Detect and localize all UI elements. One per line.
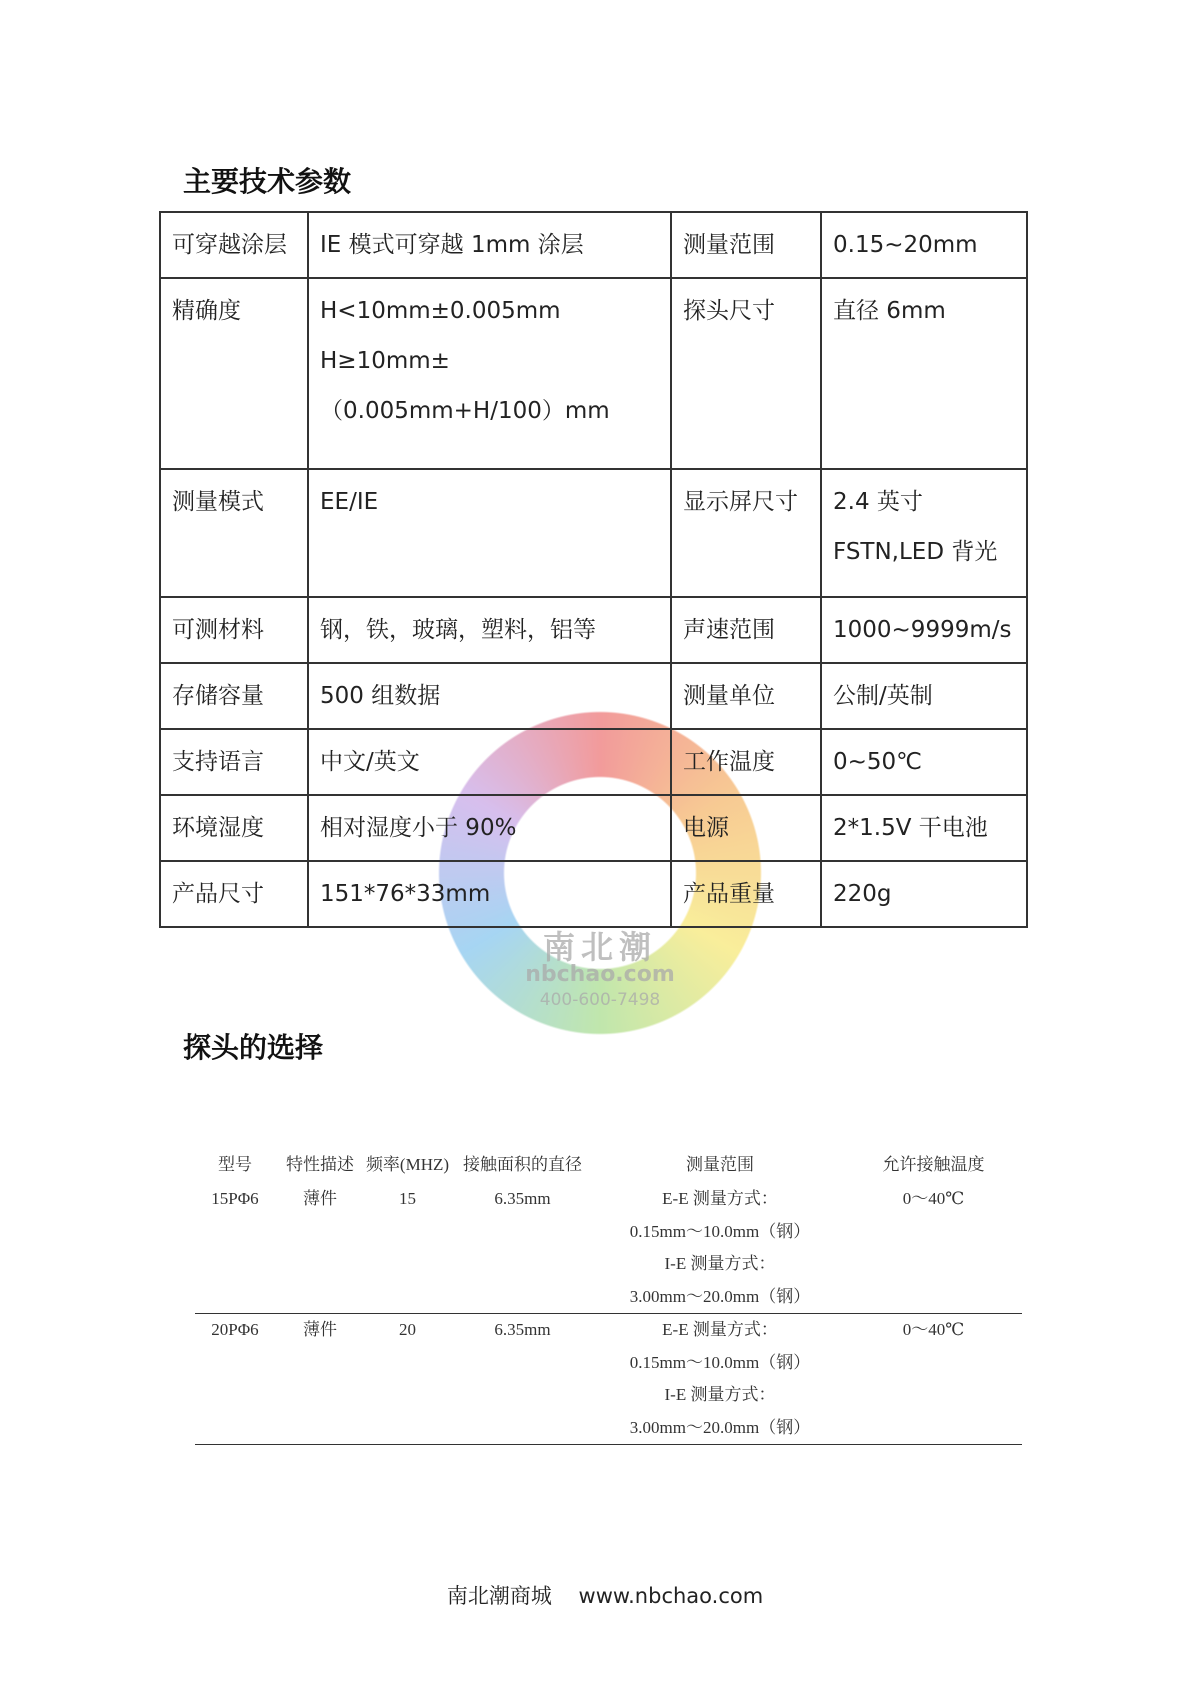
- spec-label-line: 电源: [683, 815, 729, 841]
- spec-row: [160, 729, 1027, 795]
- probe-range-line: 0.15mm～10.0mm（钢）: [629, 1221, 811, 1241]
- spec-value-line: IE 模式可穿越 1mm 涂层: [320, 232, 584, 258]
- spec-label: [160, 278, 308, 469]
- probe-header: 频率(MHZ): [365, 1155, 450, 1174]
- spec-value: [308, 663, 671, 729]
- spec-value: [308, 795, 671, 861]
- probe-range-line: 3.00mm～20.0mm（钢）: [629, 1417, 811, 1437]
- section-title-probes: 探头的选择: [183, 1031, 324, 1064]
- spec-value: [821, 663, 1027, 729]
- spec-row: [160, 278, 1027, 469]
- spec-label: [671, 469, 821, 597]
- probe-model: 15PΦ6: [195, 1183, 275, 1314]
- probe-header: 测量范围: [686, 1155, 754, 1174]
- spec-label: [160, 469, 308, 597]
- spec-value-line: 500 组数据: [320, 683, 441, 709]
- probe-temp: 0～40℃: [845, 1183, 1022, 1314]
- spec-label: [671, 597, 821, 663]
- probe-range: [595, 1183, 845, 1314]
- spec-row: [160, 597, 1027, 663]
- probe-temp: 0～40℃: [845, 1314, 1022, 1445]
- spec-label-line: 产品重量: [683, 881, 775, 907]
- spec-label: [671, 729, 821, 795]
- probe-header: 型号: [218, 1155, 252, 1174]
- spec-value-line: 151*76*33mm: [320, 881, 491, 907]
- spec-label: [160, 663, 308, 729]
- spec-value-line: H<10mm±0.005mm: [320, 298, 561, 324]
- spec-table: [159, 211, 1028, 928]
- spec-row: [160, 861, 1027, 927]
- spec-value: [308, 729, 671, 795]
- spec-label-line: 探头尺寸: [683, 298, 775, 324]
- spec-value-line: 0.15~20mm: [833, 232, 978, 258]
- probe-header: 特性描述: [286, 1155, 354, 1174]
- probe-header: 允许接触温度: [882, 1155, 985, 1174]
- spec-label-line: 声速范围: [683, 617, 775, 643]
- spec-value-line: 中文/英文: [320, 749, 420, 775]
- spec-label-line: 测量范围: [683, 232, 775, 258]
- spec-label: [160, 597, 308, 663]
- spec-value-line: 相对湿度小于 90%: [320, 815, 517, 841]
- spec-value-line: 0~50℃: [833, 749, 923, 775]
- spec-value-line: （0.005mm+H/100）mm: [320, 398, 610, 424]
- spec-label: [160, 861, 308, 927]
- probe-range: [595, 1314, 845, 1445]
- footer: 南北潮商城 www.nbchao.com: [446, 1584, 764, 1608]
- spec-value-line: 钢，铁，玻璃，塑料，铝等: [320, 617, 596, 643]
- spec-label: [160, 729, 308, 795]
- spec-value: [821, 278, 1027, 469]
- spec-label: [671, 795, 821, 861]
- spec-value-line: EE/IE: [320, 489, 379, 515]
- spec-label-line: 可穿越涂层: [172, 232, 287, 258]
- spec-value: [308, 597, 671, 663]
- spec-label-line: 显示屏尺寸: [683, 489, 798, 515]
- spec-label-line: 工作温度: [683, 749, 775, 775]
- probe-dia: 6.35mm: [450, 1314, 595, 1445]
- probe-header: 接触面积的直径: [463, 1155, 582, 1174]
- spec-row: [160, 212, 1027, 278]
- spec-label-line: 精确度: [172, 298, 241, 324]
- spec-row: [160, 469, 1027, 597]
- probe-row: [195, 1183, 1022, 1314]
- spec-value: [821, 469, 1027, 597]
- probe-range-line: I-E 测量方式：: [664, 1254, 776, 1273]
- spec-label-line: 环境湿度: [172, 815, 264, 841]
- probe-freq: 20: [365, 1314, 450, 1445]
- probe-dia: 6.35mm: [450, 1183, 595, 1314]
- probe-range-line: 0.15mm～10.0mm（钢）: [629, 1352, 811, 1372]
- spec-value: [821, 795, 1027, 861]
- spec-row: [160, 663, 1027, 729]
- spec-value-line: 2.4 英寸: [833, 489, 923, 515]
- spec-label: [671, 861, 821, 927]
- probe-range-line: I-E 测量方式：: [664, 1385, 776, 1404]
- spec-label-line: 测量单位: [683, 683, 775, 709]
- probe-model: 20PΦ6: [195, 1314, 275, 1445]
- probe-desc: 薄件: [275, 1183, 365, 1314]
- probe-range-line: E-E 测量方式：: [662, 1189, 778, 1208]
- spec-label: [671, 663, 821, 729]
- probe-range-line: E-E 测量方式：: [662, 1320, 778, 1339]
- probe-desc: 薄件: [275, 1314, 365, 1445]
- spec-value-line: 220g: [833, 881, 892, 907]
- spec-label: [671, 278, 821, 469]
- spec-value: [308, 212, 671, 278]
- spec-value: [821, 597, 1027, 663]
- spec-value-line: 1000~9999m/s: [833, 617, 1012, 643]
- probe-freq: 15: [365, 1183, 450, 1314]
- spec-value: [821, 212, 1027, 278]
- watermark-phone: 400-600-7498: [539, 990, 661, 1010]
- spec-label: [160, 795, 308, 861]
- spec-label: [671, 212, 821, 278]
- section-title-specs: 主要技术参数: [183, 165, 352, 198]
- spec-label: [160, 212, 308, 278]
- watermark-site: nbchao.com: [525, 962, 675, 987]
- spec-value-line: H≥10mm±: [320, 348, 450, 374]
- spec-value: [821, 861, 1027, 927]
- spec-value-line: FSTN,LED 背光: [833, 539, 998, 565]
- spec-label-line: 存储容量: [172, 683, 264, 709]
- spec-value: [308, 469, 671, 597]
- spec-value-line: 直径 6mm: [833, 298, 946, 324]
- spec-label-line: 产品尺寸: [172, 881, 264, 907]
- spec-value-line: 公制/英制: [833, 683, 933, 709]
- watermark-name: 南北潮: [542, 928, 657, 966]
- spec-label-line: 测量模式: [172, 489, 264, 515]
- spec-value: [821, 729, 1027, 795]
- spec-value: [308, 278, 671, 469]
- probe-row: [195, 1314, 1022, 1445]
- spec-value-line: 2*1.5V 干电池: [833, 815, 988, 841]
- spec-label-line: 支持语言: [172, 749, 264, 775]
- spec-label-line: 可测材料: [172, 617, 264, 643]
- probe-table: [195, 1150, 1022, 1445]
- probe-range-line: 3.00mm～20.0mm（钢）: [629, 1286, 811, 1306]
- spec-row: [160, 795, 1027, 861]
- spec-value: [308, 861, 671, 927]
